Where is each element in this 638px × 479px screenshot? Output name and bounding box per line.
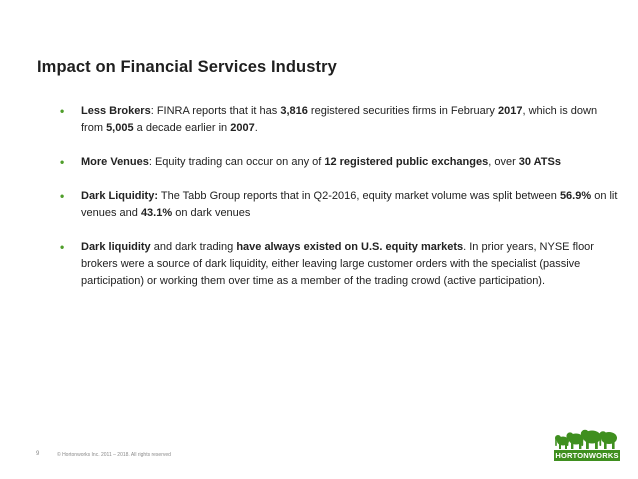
bullet-text-run: : Equity trading can occur on any of <box>148 156 325 168</box>
bullet-text-bold: Less Brokers <box>81 105 151 117</box>
bullet-dot-icon: • <box>60 189 65 203</box>
bullet-text-run: on dark venues <box>172 207 251 219</box>
slide-title: Impact on Financial Services Industry <box>37 58 337 76</box>
elephants-logo-icon <box>554 426 620 452</box>
bullet-text-bold: 43.1% <box>140 207 173 219</box>
logo-wordmark: HORTONWORKS <box>555 451 619 460</box>
bullet-text-bold: 5,005 <box>106 122 134 134</box>
bullet-text-bold: Dark liquidity <box>81 241 151 253</box>
bullet-text-bold: 3,816 <box>280 105 308 117</box>
bullet-text-run: a decade earlier in <box>133 122 231 134</box>
bullet-text-bold: Dark Liquidity: <box>81 190 159 202</box>
bullet-text <box>81 241 594 287</box>
bullet-list <box>60 103 620 307</box>
bullet-item-dark-trading <box>60 239 620 290</box>
bullet-text-run: : FINRA reports that it has <box>150 105 281 117</box>
bullet-text <box>81 190 617 219</box>
bullet-text-bold: 56.9% <box>559 190 592 202</box>
bullet-text-bold: More Venues <box>81 156 149 168</box>
hortonworks-logo <box>554 426 620 462</box>
bullet-text <box>81 156 561 168</box>
bullet-text-bold: 30 ATSs <box>518 156 561 168</box>
bullet-text-bold: have always existed on U.S. equity markets <box>236 241 464 253</box>
bullet-text-run: and dark trading <box>150 241 237 253</box>
copyright-text: © Hortonworks Inc. 2011 – 2018. All rights reserved <box>57 452 171 458</box>
bullet-item-brokers <box>60 103 620 137</box>
bullet-text-run: , which is down from <box>81 105 598 134</box>
bullet-dot-icon: • <box>60 240 65 254</box>
bullet-text-bold: 2017 <box>497 105 523 117</box>
bullet-text-bold: 12 registered public exchanges <box>324 156 489 168</box>
bullet-text-bold: 2007 <box>230 122 255 134</box>
bullet-dot-icon: • <box>60 155 65 169</box>
bullet-dot-icon: • <box>60 104 65 118</box>
bullet-text-run: , over <box>488 156 519 168</box>
bullet-text <box>81 105 597 134</box>
bullet-text-run: registered securities firms in February <box>307 105 498 117</box>
bullet-text-run: on lit venues and <box>81 190 618 219</box>
bullet-text-run: . In prior years, NYSE floor brokers were a source of dark liquidity, either leaving large customer orders with the specialist (passive participation) or working them over time as a member of the trading crowd (active participation). <box>81 241 594 287</box>
bullet-text-run: The Tabb Group reports that in Q2-2016, equity market volume was split between <box>158 190 560 202</box>
bullet-item-venues <box>60 154 620 171</box>
page-number: 9 <box>36 451 40 457</box>
bullet-text-run: . <box>254 122 258 134</box>
bullet-item-dark-liquidity <box>60 188 620 222</box>
